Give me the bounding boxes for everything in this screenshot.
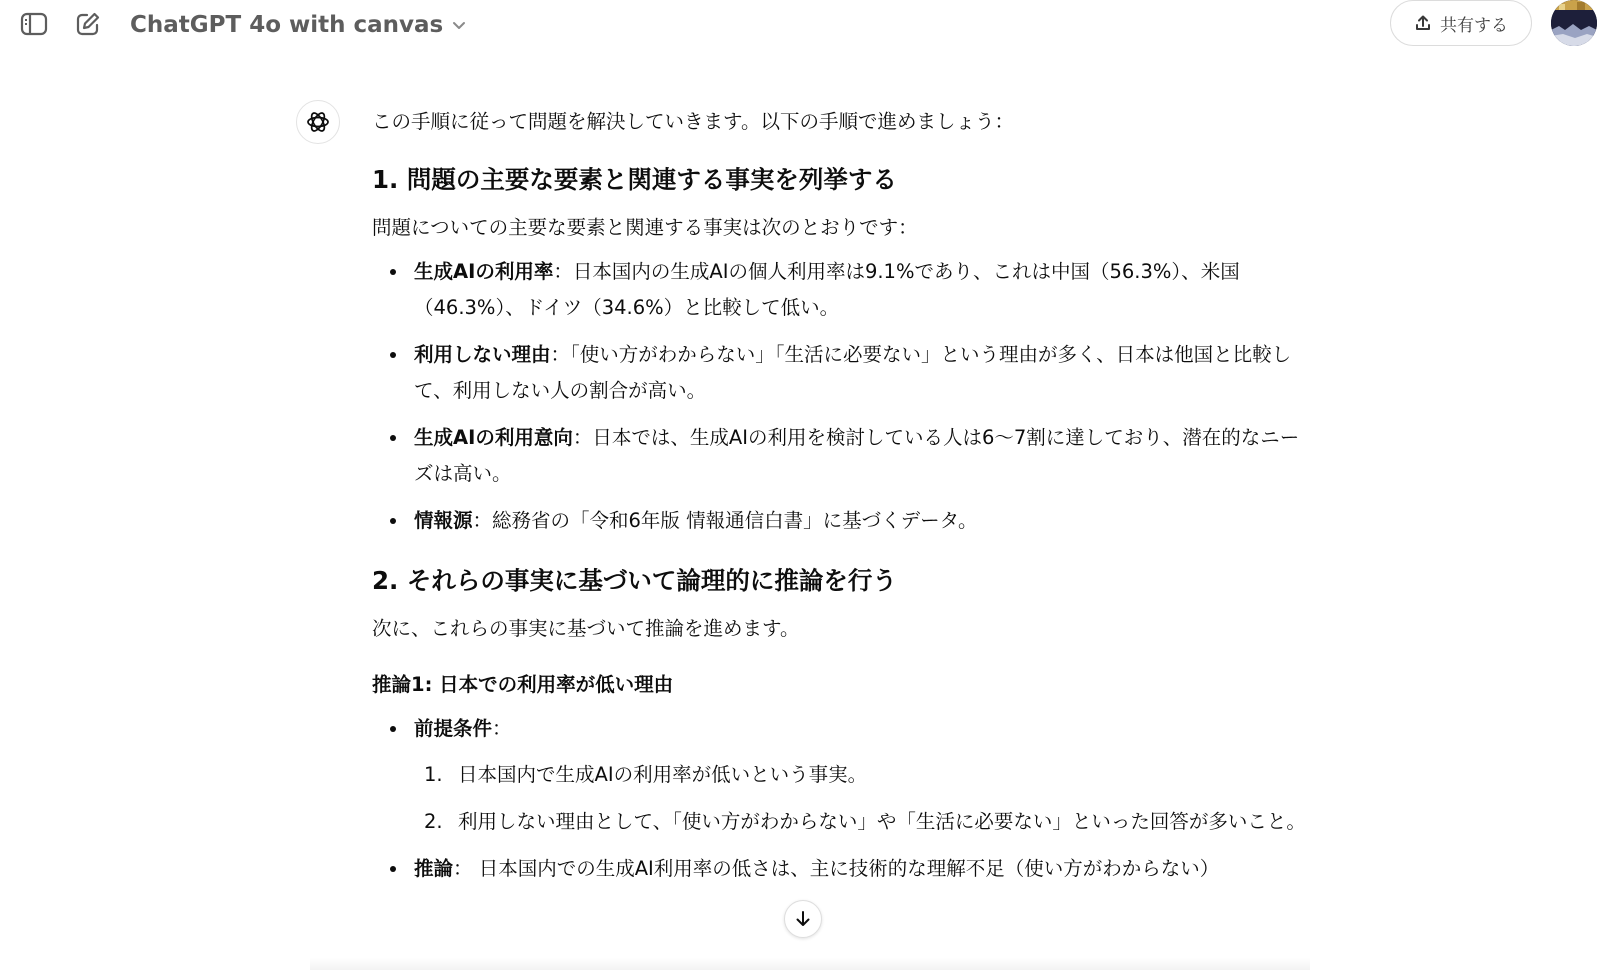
upload-icon bbox=[1414, 14, 1432, 32]
user-avatar[interactable] bbox=[1551, 0, 1597, 46]
premise-suffix: ： bbox=[492, 717, 512, 740]
new-chat-button[interactable] bbox=[70, 6, 106, 42]
premise-label: 前提条件 bbox=[414, 717, 493, 740]
facts-list bbox=[372, 254, 1317, 539]
message-intro: この手順に従って問題を解決していきます。以下の手順で進めましょう： bbox=[372, 110, 1014, 133]
model-title: ChatGPT 4o with canvas bbox=[130, 12, 444, 38]
premise-text: 利用しない理由として、「使い方がわからない」や「生活に必要ない」といった回答が多いこと。 bbox=[458, 810, 1306, 833]
inference-item bbox=[414, 851, 1317, 887]
inference-text: ： 日本国内での生成AI利用率の低さは、主に技術的な理解不足（使い方がわからない） bbox=[453, 857, 1220, 880]
list-item bbox=[414, 503, 1317, 539]
list-item-label: 利用しない理由 bbox=[414, 343, 551, 366]
scroll-to-bottom-button[interactable] bbox=[784, 900, 822, 938]
list-item bbox=[414, 420, 1317, 492]
openai-logo-icon bbox=[305, 109, 331, 135]
chevron-down-icon bbox=[451, 17, 467, 33]
model-selector[interactable] bbox=[130, 10, 467, 40]
list-item-text: ：日本国内の生成AIの個人利用率は9.1%であり、これは中国（56.3%）、米国（46.3%）、ドイツ（34.6%）と比較して低い。 bbox=[414, 260, 1240, 319]
premise-list bbox=[414, 757, 1317, 840]
list-item-label: 生成AIの利用意向 bbox=[414, 426, 573, 449]
top-bar bbox=[0, 0, 1600, 52]
section-1-lead: 問題についての主要な要素と関連する事実は次のとおりです： bbox=[372, 216, 918, 239]
list-item-text: ：総務省の「令和6年版 情報通信白書」に基づくデータ。 bbox=[472, 509, 978, 532]
premise-number: 1. bbox=[424, 763, 443, 786]
premise-number: 2. bbox=[424, 810, 443, 833]
assistant-avatar bbox=[296, 100, 340, 144]
section-2-lead: 次に、これらの事実に基づいて推論を進めます。 bbox=[372, 617, 800, 640]
list-item-label: 生成AIの利用率 bbox=[414, 260, 554, 283]
list-item-label: 情報源 bbox=[414, 509, 473, 532]
assistant-message bbox=[372, 104, 1317, 898]
composer-edge bbox=[310, 958, 1310, 970]
list-item-text: ：「使い方がわからない」「生活に必要ない」という理由が多く、日本は他国と比較して、利用しない人の割合が高い。 bbox=[414, 343, 1292, 402]
inference-label: 推論 bbox=[414, 857, 454, 880]
share-label: 共有する bbox=[1440, 15, 1508, 36]
section-2-heading: 2. それらの事実に基づいて論理的に推論を行う bbox=[372, 566, 897, 595]
list-item bbox=[414, 254, 1317, 326]
inference-list bbox=[372, 711, 1317, 887]
inference-1-heading: 推論1: 日本での利用率が低い理由 bbox=[372, 673, 674, 696]
avatar-image bbox=[1551, 0, 1597, 46]
section-1-heading: 1. 問題の主要な要素と関連する事実を列挙する bbox=[372, 165, 897, 194]
premise-entry bbox=[414, 757, 1317, 793]
premise-item bbox=[414, 711, 1317, 840]
share-button[interactable] bbox=[1390, 0, 1532, 46]
premise-entry bbox=[414, 804, 1317, 840]
sidebar-toggle-button[interactable] bbox=[16, 6, 52, 42]
premise-text: 日本国内で生成AIの利用率が低いという事実。 bbox=[458, 763, 868, 786]
list-item-text: ：日本では、生成AIの利用を検討している人は6〜7割に達しており、潜在的なニーズは高い。 bbox=[414, 426, 1300, 485]
sidebar-toggle-icon bbox=[20, 12, 48, 36]
arrow-down-icon bbox=[794, 910, 812, 928]
list-item bbox=[414, 337, 1317, 409]
edit-icon bbox=[75, 11, 101, 37]
